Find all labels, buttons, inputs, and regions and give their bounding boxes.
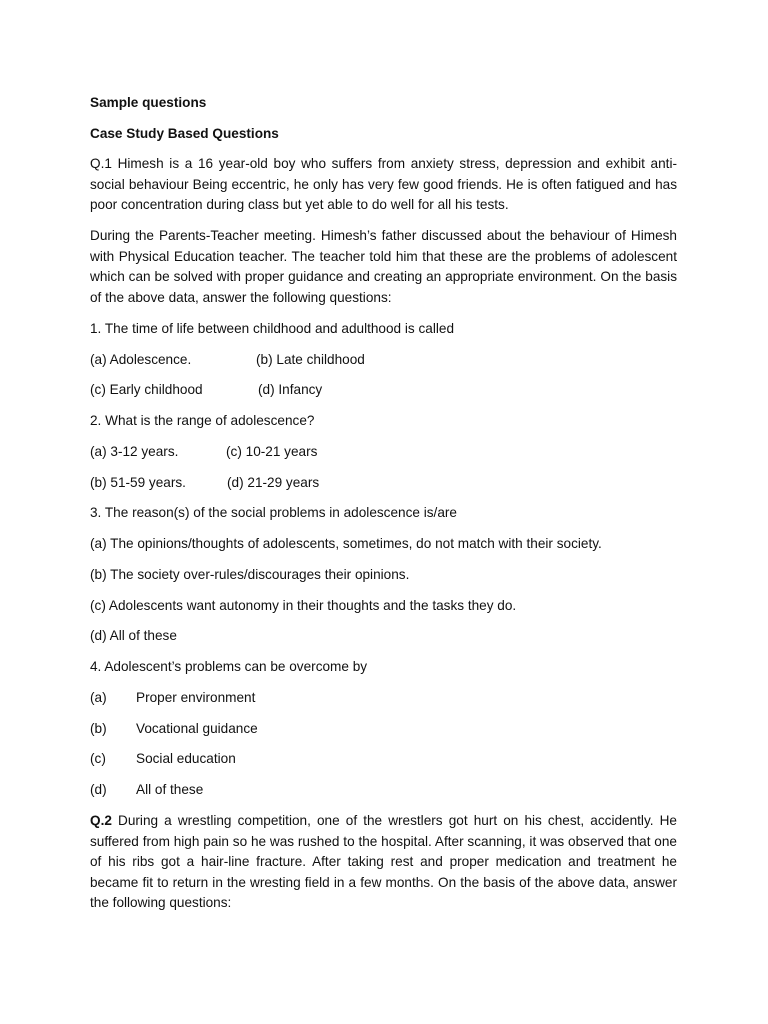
q2-option-c: (c) 10-21 years [226, 444, 318, 459]
q1-option-c: (c) Early childhood [90, 382, 203, 397]
q4-option-d-letter: (d) [90, 782, 107, 797]
q3-option-a: (a) The opinions/thoughts of adolescents, sometimes, do not match with their society. [90, 536, 602, 551]
q4-option-b-text: Vocational guidance [136, 721, 258, 736]
question-1: 1. The time of life between childhood and adulthood is called [90, 321, 455, 336]
q1-option-d: (d) Infancy [258, 382, 323, 397]
q4-option-a-text: Proper environment [136, 690, 256, 705]
q3-option-c: (c) Adolescents want autonomy in their thoughts and the tasks they do. [90, 598, 517, 613]
page-heading: Sample questions [90, 95, 207, 110]
section-heading: Case Study Based Questions [90, 126, 279, 141]
q2-label: Q.2 [90, 813, 112, 828]
q1-label: Q.1 [90, 156, 112, 171]
q3-option-b: (b) The society over-rules/discourages their opinions. [90, 567, 410, 582]
q1-intro-paragraph [90, 154, 677, 216]
q4-option-b-letter: (b) [90, 721, 107, 736]
q1-context-paragraph: During the Parents-Teacher meeting. Himesh’s father discussed about the behaviour of Himesh with Physical Education teacher. The teacher told him that these are the problems of adolescent which can be solved with proper guidance and creating an appropriate environment. On the basis of the above data, answer the following questions: [90, 228, 677, 305]
q3-option-d: (d) All of these [90, 628, 177, 643]
question-4: 4. Adolescent’s problems can be overcome by [90, 659, 368, 674]
question-2: 2. What is the range of adolescence? [90, 413, 315, 428]
q2-intro-text: During a wrestling competition, one of the wrestlers got hurt on his chest, accidently. He suffered from high pain so he was rushed to the hospital. After scanning, it was observed that one of his ribs got a hair-line fracture. After taking rest and proper medication and treatment he became fit to return in the wresting field in a few months. On the basis of the above data, answer the following questions: [90, 813, 677, 910]
q2-option-b: (b) 51-59 years. [90, 475, 186, 490]
q4-option-c-letter: (c) [90, 751, 106, 766]
q1-option-b: (b) Late childhood [256, 352, 365, 367]
q1-option-a: (a) Adolescence. [90, 352, 192, 367]
q4-option-d-text: All of these [136, 782, 204, 797]
q1-intro-text: Himesh is a 16 year-old boy who suffers from anxiety stress, depression and exhibit anti-social behaviour Being eccentric, he only has very few good friends. He is often fatigued and has poor concentration during class but yet able to do well for all his tests. [90, 156, 677, 212]
question-3: 3. The reason(s) of the social problems in adolescence is/are [90, 505, 457, 520]
q4-option-a-letter: (a) [90, 690, 107, 705]
q4-option-c-text: Social education [136, 751, 236, 766]
q2-option-d: (d) 21-29 years [227, 475, 320, 490]
q2-intro-paragraph [90, 811, 677, 914]
q2-option-a: (a) 3-12 years. [90, 444, 179, 459]
